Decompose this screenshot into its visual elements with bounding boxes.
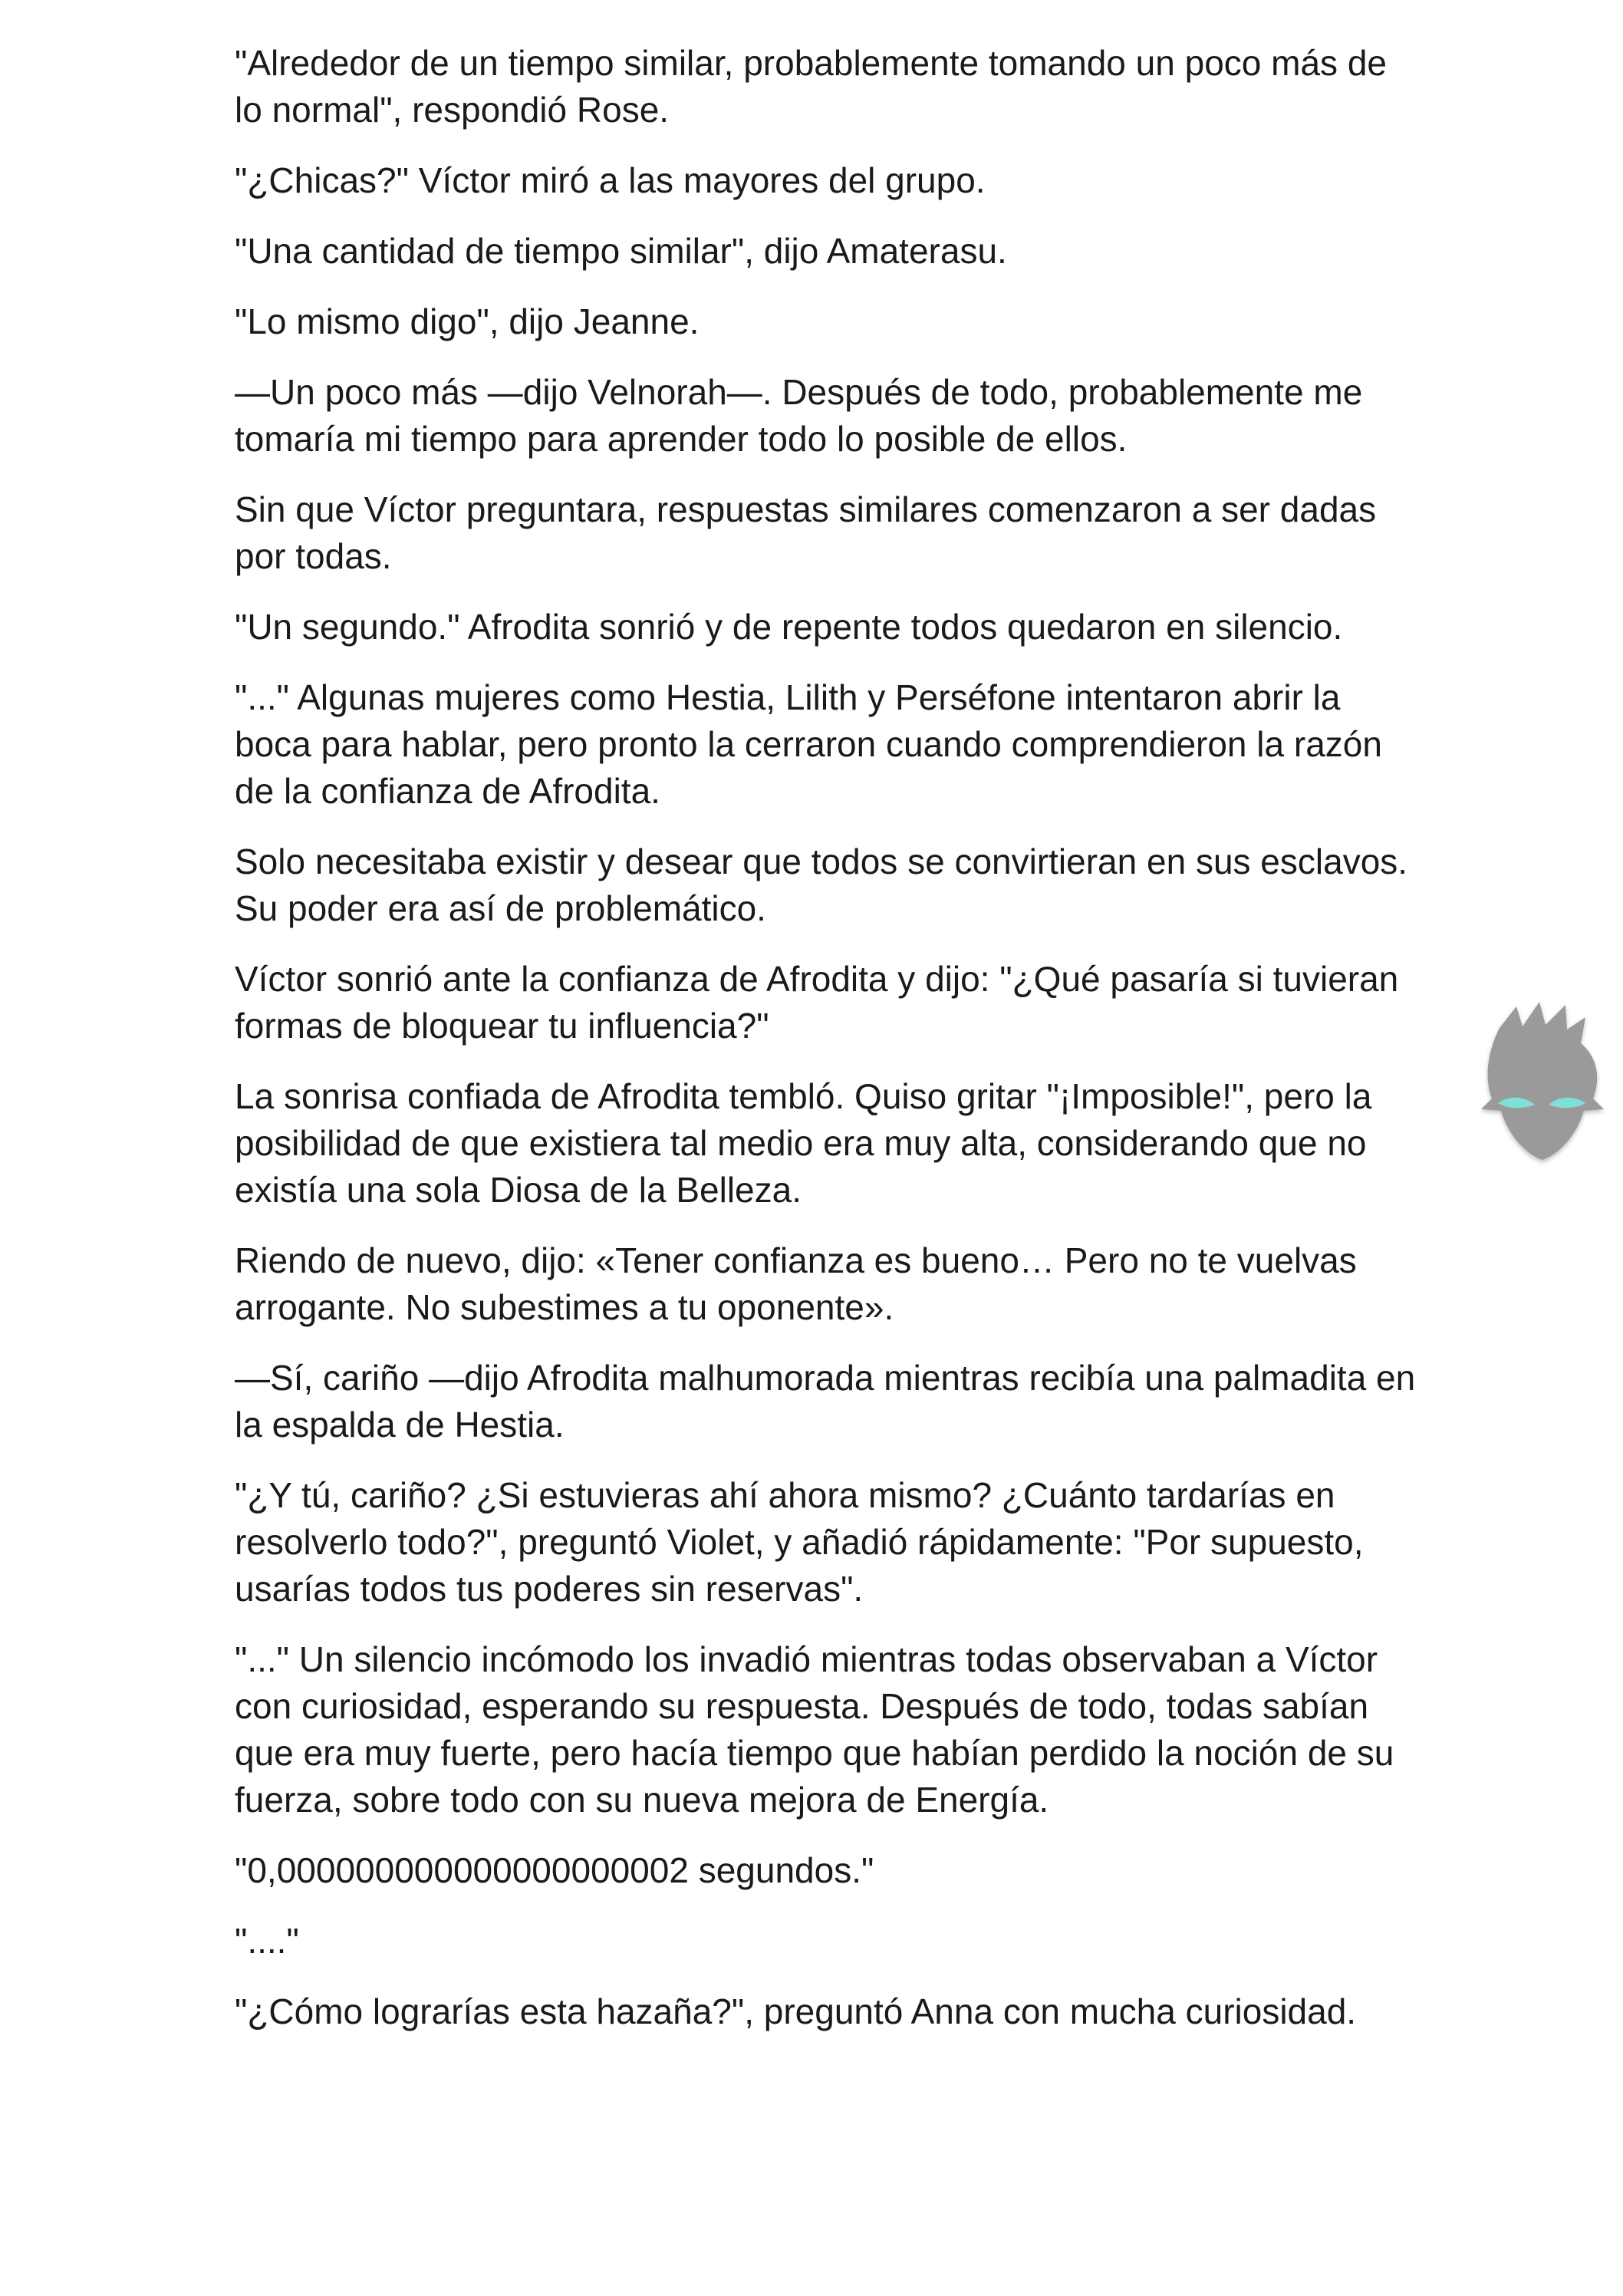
- paragraph: "..." Algunas mujeres como Hestia, Lilith y Perséfone intentaron abrir la boca para hablar, pero pronto la cerraron cuando comprendieron la razón de la confianza de Afrodita.: [235, 677, 1382, 811]
- paragraph: "Lo mismo digo", dijo Jeanne.: [235, 301, 700, 341]
- paragraph: —Sí, cariño —dijo Afrodita malhumorada mientras recibía una palmadita en la espalda de Hestia.: [235, 1358, 1416, 1444]
- paragraph: "¿Cómo lograrías esta hazaña?", preguntó Anna con mucha curiosidad.: [235, 1991, 1357, 2031]
- paragraph: La sonrisa confiada de Afrodita tembló. Quiso gritar "¡Imposible!", pero la posibilidad de que existiera tal medio era muy alta, considerando que no existía una sola Diosa de la Belleza.: [235, 1076, 1372, 1210]
- demon-head-icon: [1469, 997, 1615, 1166]
- document-page: [235, 40, 1416, 2059]
- paragraph: "Una cantidad de tiempo similar", dijo Amaterasu.: [235, 231, 1007, 271]
- paragraph: "....": [235, 1921, 299, 1961]
- paragraph: "Un segundo." Afrodita sonrió y de repente todos quedaron en silencio.: [235, 607, 1343, 647]
- paragraph: Solo necesitaba existir y desear que todos se convirtieran en sus esclavos. Su poder era así de problemático.: [235, 842, 1408, 928]
- paragraph: "Alrededor de un tiempo similar, probablemente tomando un poco más de lo normal", respondió Rose.: [235, 43, 1387, 130]
- paragraph: —Un poco más —dijo Velnorah—. Después de todo, probablemente me tomaría mi tiempo para aprender todo lo posible de ellos.: [235, 372, 1363, 459]
- paragraph: "..." Un silencio incómodo los invadió mientras todas observaban a Víctor con curiosidad, esperando su respuesta. Después de todo, todas sabían que era muy fuerte, pero hacía tiempo que habían perdido la noción de su fuerza, sobre todo con su nueva mejora de Energía.: [235, 1639, 1394, 1820]
- paragraph: "0,000000000000000000002 segundos.": [235, 1850, 874, 1890]
- paragraph: Sin que Víctor preguntara, respuestas similares comenzaron a ser dadas por todas.: [235, 489, 1377, 576]
- paragraph: Víctor sonrió ante la confianza de Afrodita y dijo: "¿Qué pasaría si tuvieran formas de bloquear tu influencia?": [235, 959, 1399, 1046]
- paragraph: "¿Chicas?" Víctor miró a las mayores del grupo.: [235, 160, 986, 200]
- paragraph: Riendo de nuevo, dijo: «Tener confianza es bueno… Pero no te vuelvas arrogante. No subestimes a tu oponente».: [235, 1240, 1357, 1327]
- paragraph: "¿Y tú, cariño? ¿Si estuvieras ahí ahora mismo? ¿Cuánto tardarías en resolverlo todo?", preguntó Violet, y añadió rápidamente: "Por supuesto, usarías todos tus poderes sin reservas".: [235, 1475, 1364, 1609]
